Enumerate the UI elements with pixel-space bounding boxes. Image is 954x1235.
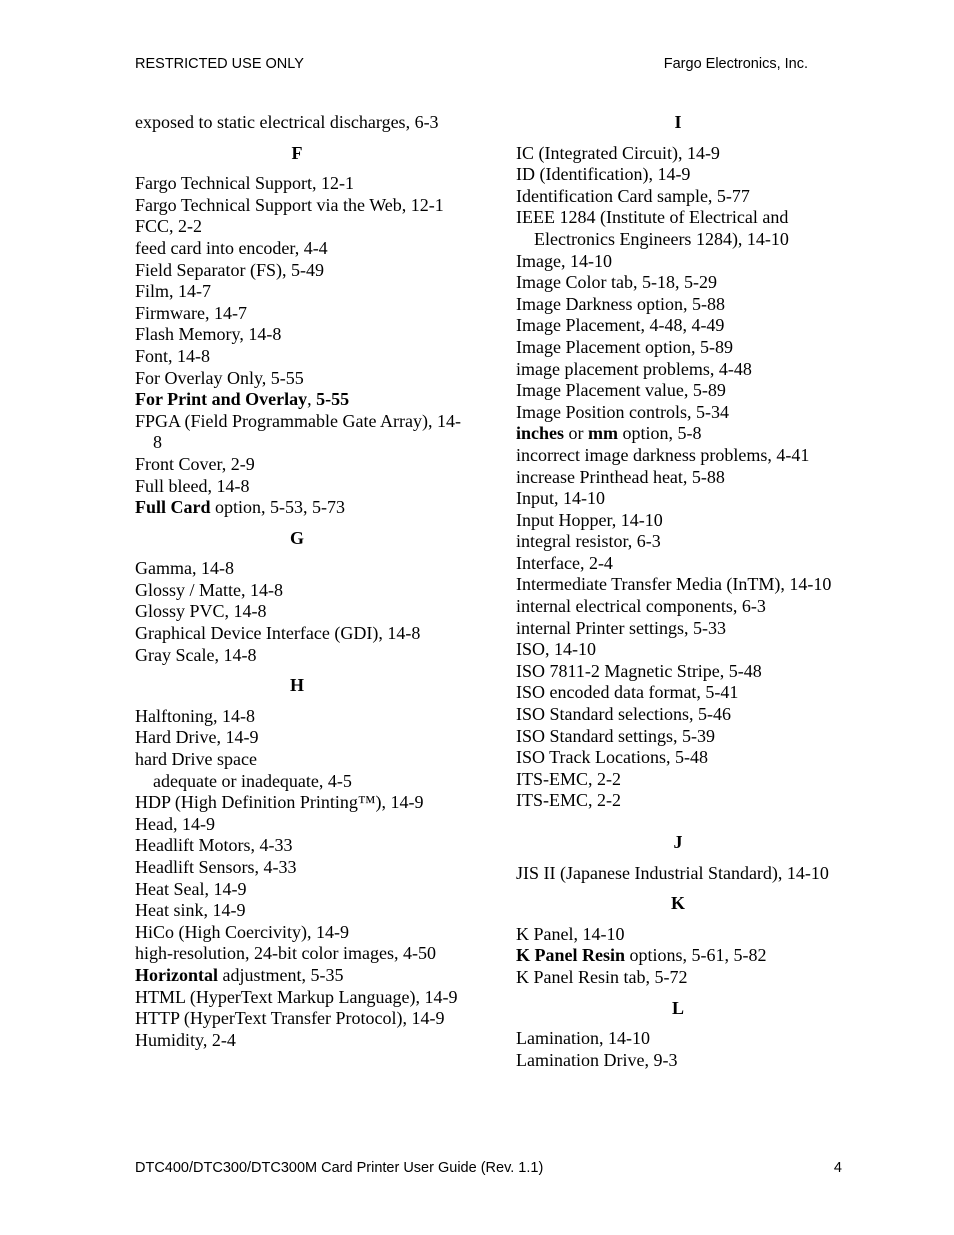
index-entry: HTML (HyperText Markup Language), 14-9 [135,986,458,1007]
index-entry: Image Placement option, 5-89 [516,336,733,357]
entry-term-bold: Full Card [135,497,211,518]
section-letter-i: I [674,112,682,132]
index-entry: ISO, 14-10 [516,639,596,660]
entry-separator: , [307,389,317,410]
index-entry: Lamination Drive, 9-3 [516,1049,678,1070]
index-entry: ISO 7811-2 Magnetic Stripe, 5-48 [516,660,762,681]
index-entry: ISO encoded data format, 5-41 [516,682,739,703]
index-column-right [516,112,846,1071]
index-entry: HDP (High Definition Printing™), 14-9 [135,792,424,813]
index-entry: increase Printhead heat, 5-88 [516,466,725,487]
header-company: Fargo Electronics, Inc. [663,56,808,72]
index-subentry: adequate or inadequate, 4-5 [153,770,352,791]
index-entry: Glossy PVC, 14-8 [135,601,267,622]
entry-rest: option, 5-53, 5-73 [210,497,346,518]
footer-page-number: 4 [833,1160,842,1176]
index-entry: ISO Track Locations, 5-48 [516,747,708,768]
index-entry: Image Color tab, 5-18, 5-29 [516,272,717,293]
index-entry: Image Darkness option, 5-88 [516,293,725,314]
index-entry: FPGA (Field Programmable Gate Array), 14-8 [135,410,461,453]
section-letter-l: L [671,997,684,1018]
index-entry: Input Hopper, 14-10 [516,509,663,530]
index-entry: incorrect image darkness problems, 4-41 [516,444,810,465]
section-letter-k: K [670,893,685,914]
index-entry: Hard Drive, 14-9 [135,727,259,748]
index-entry: IEEE 1284 (Institute of Electrical and Electronics Engineers 1284), 14-10 [516,207,789,249]
index-entry: Film, 14-7 [135,281,212,302]
entry-connector: or [564,423,589,444]
index-entry: Graphical Device Interface (GDI), 14-8 [135,623,421,644]
header-restriction: RESTRICTED USE ONLY [135,56,304,72]
entry-term-bold: inches [516,423,565,444]
index-entry: Intermediate Transfer Media (InTM), 14-10 [516,574,832,595]
index-entry-full-card [135,497,465,519]
index-entry: Headlift Motors, 4-33 [135,835,293,856]
index-entry: Headlift Sensors, 4-33 [135,857,297,877]
index-entry-inches-mm [516,423,846,445]
index-entry: Input, 14-10 [516,488,605,509]
index-entry: Image Position controls, 5-34 [516,401,729,422]
index-entry: hard Drive space [135,749,257,770]
index-entry: internal electrical components, 6-3 [516,596,766,617]
index-entry: ITS-EMC, 2-2 [516,768,621,789]
entry-rest: option, 5-8 [618,423,702,444]
index-entry: Heat Seal, 14-9 [135,878,247,899]
index-entry: For Overlay Only, 5-55 [135,367,304,388]
index-entry: Gray Scale, 14-8 [135,644,257,665]
index-entry: Image Placement value, 5-89 [516,380,726,401]
index-entry: Lamination, 14-10 [516,1028,650,1049]
index-entry-k-panel-resin [516,945,846,967]
index-entry: Glossy / Matte, 14-8 [135,579,283,600]
section-letter-f: F [291,142,303,163]
index-entry: Heat sink, 14-9 [135,900,246,921]
entry-rest: adjustment, 5-35 [218,964,344,985]
index-entry: image placement problems, 4-48 [516,358,752,379]
section-letter-j: J [673,832,683,852]
index-entry: Image, 14-10 [516,250,612,271]
entry-rest: options, 5-61, 5-82 [625,945,767,966]
index-entry: feed card into encoder, 4-4 [135,237,328,258]
entry-term-bold: mm [588,423,619,444]
index-entry: ISO Standard settings, 5-39 [516,725,715,746]
entry-page-bold: 5-55 [316,389,350,410]
index-entry: K Panel Resin tab, 5-72 [516,966,688,987]
index-entry: Fargo Technical Support, 12-1 [135,173,355,194]
index-entry: JIS II (Japanese Industrial Standard), 14-10 [516,862,829,883]
index-entry: Full bleed, 14-8 [135,475,250,496]
index-entry: ID (Identification), 14-9 [516,164,691,185]
index-entry: exposed to static electrical discharges, 6-3 [135,112,439,132]
section-letter-h: H [289,675,304,696]
index-entry: IC (Integrated Circuit), 14-9 [516,142,720,163]
index-entry: ITS-EMC, 2-2 [516,790,621,811]
index-entry: internal Printer settings, 5-33 [516,617,726,638]
index-entry: integral resistor, 6-3 [516,531,661,552]
index-entry: FCC, 2-2 [135,216,203,237]
index-entry: Firmware, 14-7 [135,302,247,323]
index-entry: Humidity, 2-4 [135,1029,236,1050]
index-entry: HiCo (High Coercivity), 14-9 [135,921,349,942]
index-entry-for-print-overlay [135,389,465,411]
index-entry: Image Placement, 4-48, 4-49 [516,315,725,336]
index-entry: Gamma, 14-8 [135,558,234,579]
index-entry-horizontal [135,965,465,987]
index-entry: high-resolution, 24-bit color images, 4-50 [135,943,436,964]
entry-term-bold: Horizontal [135,964,218,985]
index-entry: Flash Memory, 14-8 [135,324,282,345]
index-entry: K Panel, 14-10 [516,923,625,944]
footer-guide-title: DTC400/DTC300/DTC300M Card Printer User Guide (Rev. 1.1) [135,1160,544,1176]
entry-term-bold: K Panel Resin [516,945,626,966]
entry-term-bold: For Print and Overlay [135,389,308,410]
index-entry: Interface, 2-4 [516,552,613,573]
index-entry: Head, 14-9 [135,813,215,834]
section-letter-g: G [289,527,304,548]
index-entry: ISO Standard selections, 5-46 [516,704,731,725]
index-column-left [135,112,465,1051]
index-entry: Fargo Technical Support via the Web, 12-1 [135,194,444,215]
index-entry: HTTP (HyperText Transfer Protocol), 14-9 [135,1008,445,1029]
index-entry: Field Separator (FS), 5-49 [135,259,324,280]
index-entry: Font, 14-8 [135,345,211,366]
index-entry: Halftoning, 14-8 [135,705,255,726]
index-entry: Front Cover, 2-9 [135,453,255,474]
index-entry: Identification Card sample, 5-77 [516,185,750,206]
